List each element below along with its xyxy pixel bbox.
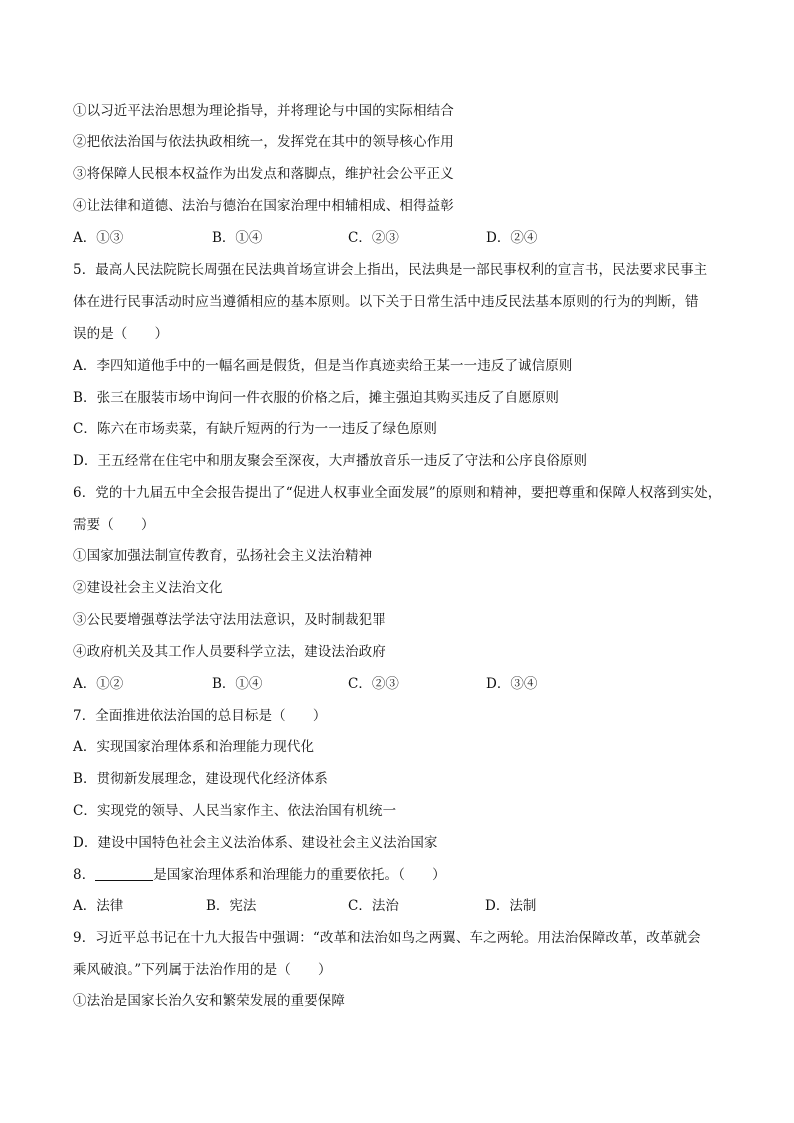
q5-stem-line-3: 误的是（ ） bbox=[73, 326, 169, 342]
q7-option-a[interactable]: A．实现国家治理体系和治理能力现代化 bbox=[73, 739, 315, 755]
q5-option-b[interactable]: B．张三在服装市场中询问一件衣服的价格之后，摊主强迫其购买违反了自愿原则 bbox=[73, 390, 560, 406]
q6-option-c[interactable]: C．②③ bbox=[348, 676, 399, 692]
q4-option-b[interactable]: B．①④ bbox=[212, 230, 263, 246]
q5-stem-line-1: 5．最高人民法院院长周强在民法典首场宣讲会上指出，民法典是一部民事权利的宣言书，民法要求民事主 bbox=[73, 262, 708, 278]
q6-stem-line-2: 需要（ ） bbox=[73, 517, 155, 533]
q4-option-a[interactable]: A．①③ bbox=[73, 230, 124, 246]
q5-option-c[interactable]: C．陈六在市场卖菜，有缺斤短两的行为一一违反了绿色原则 bbox=[73, 421, 438, 437]
q8-option-c[interactable]: C．法治 bbox=[348, 898, 399, 914]
q9-stem-line-1: 9．习近平总书记在十九大报告中强调：“改革和法治如鸟之两翼、车之两轮。用法治保障改革，改革就会 bbox=[73, 930, 701, 946]
q6-item-2: ②建设社会主义法治文化 bbox=[73, 580, 223, 596]
q4-item-3: ③将保障人民根本权益作为出发点和落脚点，维护社会公平正义 bbox=[73, 166, 454, 182]
q8-stem bbox=[73, 865, 733, 885]
q8-blank[interactable] bbox=[95, 866, 153, 881]
q8-stem-text: 是国家治理体系和治理能力的重要依托。（ ） bbox=[153, 867, 446, 883]
q6-stem-line-1: 6．党的十九届五中全会报告提出了“促进人权事业全面发展”的原则和精神，要把尊重和保障人权落到实处， bbox=[73, 485, 722, 501]
q7-option-b[interactable]: B．贯彻新发展理念，建设现代化经济体系 bbox=[73, 771, 328, 787]
q6-option-d[interactable]: D．③④ bbox=[486, 676, 538, 692]
q4-option-c[interactable]: C．②③ bbox=[348, 230, 399, 246]
q7-stem: 7．全面推进依法治国的总目标是（ ） bbox=[73, 708, 327, 724]
q4-option-d[interactable]: D．②④ bbox=[486, 230, 538, 246]
q4-item-1: ①以习近平法治思想为理论指导，并将理论与中国的实际相结合 bbox=[73, 103, 454, 119]
q8-number: 8． bbox=[73, 867, 96, 883]
q5-stem-line-2: 体在进行民事活动时应当遵循相应的基本原则。以下关于日常生活中违反民法基本原则的行为的判断，错 bbox=[73, 294, 699, 310]
q4-item-4: ④让法律和道德、法治与德治在国家治理中相辅相成、相得益彰 bbox=[73, 198, 454, 214]
q6-item-3: ③公民要增强尊法学法守法用法意识，及时制裁犯罪 bbox=[73, 612, 386, 628]
q6-item-4: ④政府机关及其工作人员要科学立法，建设法治政府 bbox=[73, 644, 386, 660]
q7-option-c[interactable]: C．实现党的领导、人民当家作主、依法治国有机统一 bbox=[73, 803, 397, 819]
q8-option-b[interactable]: B．宪法 bbox=[206, 898, 257, 914]
q8-option-d[interactable]: D．法制 bbox=[485, 898, 537, 914]
q6-option-b[interactable]: B．①④ bbox=[212, 676, 263, 692]
q8-option-a[interactable]: A．法律 bbox=[73, 898, 124, 914]
q5-option-a[interactable]: A．李四知道他手中的一幅名画是假货，但是当作真迹卖给王某一一违反了诚信原则 bbox=[73, 358, 573, 374]
q9-item-1: ①法治是国家长治久安和繁荣发展的重要保障 bbox=[73, 993, 345, 1009]
q6-item-1: ①国家加强法制宣传教育，弘扬社会主义法治精神 bbox=[73, 548, 373, 564]
q6-option-a[interactable]: A．①② bbox=[73, 676, 124, 692]
q4-item-2: ②把依法治国与依法执政相统一，发挥党在其中的领导核心作用 bbox=[73, 134, 454, 150]
q9-stem-line-2: 乘风破浪。”下列属于法治作用的是（ ） bbox=[73, 962, 332, 978]
q5-option-d[interactable]: D．王五经常在住宅中和朋友聚会至深夜，大声播放音乐一违反了守法和公序良俗原则 bbox=[73, 453, 588, 469]
q7-option-d[interactable]: D．建设中国特色社会主义法治体系、建设社会主义法治国家 bbox=[73, 835, 438, 851]
